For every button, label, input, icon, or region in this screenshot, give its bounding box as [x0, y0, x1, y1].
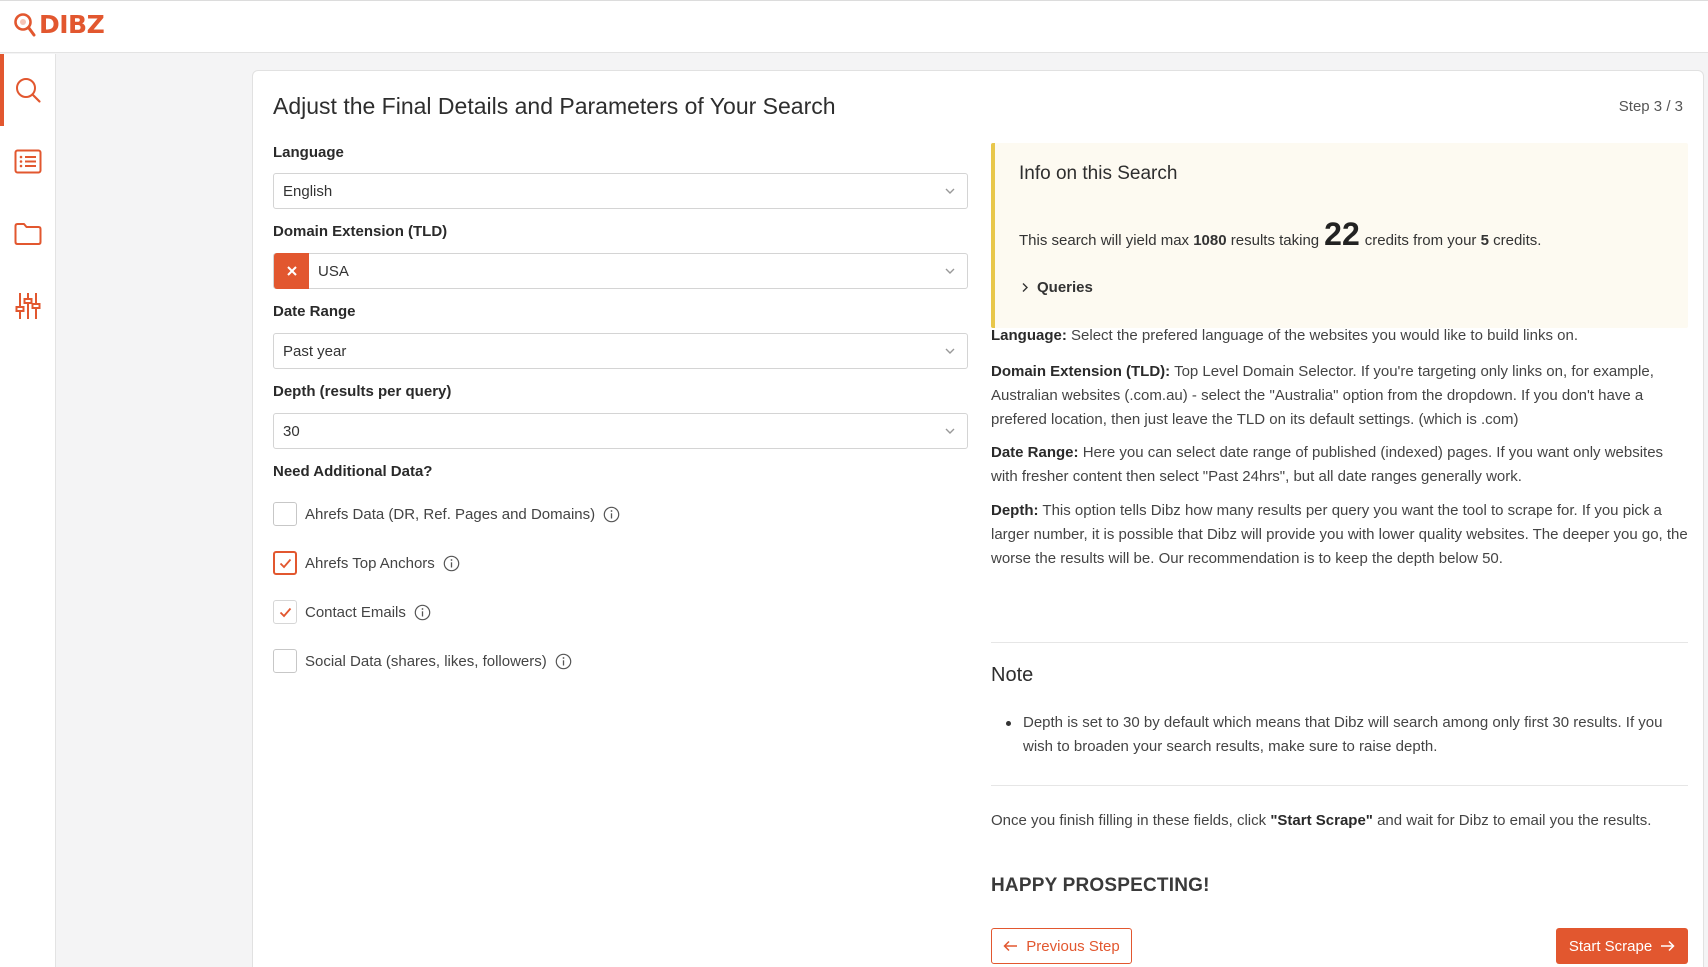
depth-label: Depth (results per query)	[273, 383, 452, 400]
arrow-left-icon	[1003, 940, 1018, 952]
queries-toggle[interactable]	[1021, 279, 1093, 296]
option-ahrefs-top-anchors[interactable]	[273, 551, 460, 575]
help-depth	[991, 499, 1691, 571]
help-term: Depth:	[991, 502, 1039, 519]
option-social-data[interactable]	[273, 649, 572, 673]
finish-action: "Start Scrape"	[1270, 812, 1373, 829]
yield-summary	[1019, 216, 1541, 253]
chevron-right-icon	[1021, 282, 1029, 293]
results-taking: results taking	[1230, 232, 1320, 249]
finish-after: and wait for Dibz to email you the results.	[1377, 812, 1652, 829]
info-icon[interactable]	[443, 555, 460, 572]
chevron-down-icon	[944, 345, 956, 357]
help-text: Here you can select date range of published (indexed) pages. If you want only websites with fresher content then select "Past 24hrs", but all date ranges generally work.	[991, 444, 1664, 485]
checkmark-icon	[279, 607, 292, 618]
credits-available: 5	[1480, 232, 1489, 249]
depth-select[interactable]	[273, 413, 968, 449]
help-date-range	[991, 441, 1691, 489]
date-range-select[interactable]	[273, 333, 968, 369]
top-bar	[0, 0, 1708, 53]
help-term: Language:	[991, 327, 1067, 344]
date-range-label: Date Range	[273, 303, 356, 320]
help-text: Select the prefered language of the websites you would like to build links on.	[1071, 327, 1578, 344]
date-range-value: Past year	[283, 342, 347, 360]
logo[interactable]	[13, 10, 104, 39]
search-params-card	[252, 70, 1704, 967]
chevron-down-icon	[944, 425, 956, 437]
option-contact-emails[interactable]	[273, 600, 431, 624]
sidebar-item-list[interactable]	[0, 126, 56, 198]
sidebar	[0, 54, 56, 967]
logo-text: DIBZ	[39, 10, 105, 39]
credits-from: credits from your	[1364, 232, 1477, 249]
checkmark-icon	[279, 558, 292, 569]
help-text: Top Level Domain Selector. If you're targeting only links on, for example, Australian websites (.com.au) - select the "Australia" option from the dropdown. If you don't have a prefered location, then just leave the TLD on its default settings. (which is .com)	[991, 363, 1654, 428]
chevron-down-icon	[944, 185, 956, 197]
start-scrape-label: Start Scrape	[1568, 937, 1653, 955]
finish-before: Once you finish filling in these fields, click	[991, 812, 1267, 829]
previous-step-button[interactable]	[991, 928, 1132, 964]
divider	[991, 642, 1688, 643]
previous-step-label: Previous Step	[1026, 937, 1120, 955]
tld-value: USA	[318, 262, 349, 280]
yield-prefix: This search will yield max	[1019, 232, 1190, 249]
ahrefs-data-checkbox[interactable]	[273, 502, 297, 526]
note-title: Note	[991, 664, 1034, 686]
search-info-box	[991, 143, 1688, 328]
info-icon[interactable]	[555, 653, 572, 670]
depth-value: 30	[283, 422, 300, 440]
sidebar-item-settings[interactable]	[0, 270, 56, 342]
option-label: Social Data (shares, likes, followers)	[305, 652, 547, 670]
close-icon	[286, 265, 298, 277]
info-icon[interactable]	[414, 604, 431, 621]
magnifier-logo-icon	[13, 11, 37, 39]
option-label: Ahrefs Data (DR, Ref. Pages and Domains)	[305, 505, 596, 523]
note-item: Depth is set to 30 by default which means that Dibz will search among only first 30 results. If you wish to broaden your search results, make sure to raise depth.	[991, 711, 1688, 759]
option-label: Contact Emails	[305, 603, 406, 621]
queries-label: Queries	[1037, 279, 1093, 296]
option-label: Ahrefs Top Anchors	[305, 554, 435, 572]
happy-prospecting: HAPPY PROSPECTING!	[991, 875, 1210, 896]
language-label: Language	[273, 144, 344, 161]
info-icon[interactable]	[603, 506, 620, 523]
additional-data-label: Need Additional Data?	[273, 463, 433, 480]
remove-tld-button[interactable]	[274, 253, 309, 289]
max-results: 1080	[1193, 232, 1227, 249]
tld-label: Domain Extension (TLD)	[273, 223, 448, 240]
language-select[interactable]	[273, 173, 968, 209]
info-title: Info on this Search	[1019, 163, 1178, 184]
start-scrape-button[interactable]	[1556, 928, 1688, 964]
sidebar-item-folder[interactable]	[0, 198, 56, 270]
credits-suffix: credits.	[1493, 232, 1542, 249]
arrow-right-icon	[1660, 940, 1675, 952]
note-list	[991, 711, 1688, 759]
contact-emails-checkbox[interactable]	[273, 600, 297, 624]
credits-cost: 22	[1324, 216, 1360, 252]
divider	[991, 785, 1688, 786]
language-value: English	[283, 182, 333, 200]
help-term: Domain Extension (TLD):	[991, 363, 1171, 380]
page-title: Adjust the Final Details and Parameters of Your Search	[273, 93, 836, 119]
help-text: This option tells Dibz how many results per query you want the tool to scrape for. If you pick a larger number, it is possible that Dibz will provide you with lower quality websites. The deeper you go, the worse the results will be. Our recommendation is to keep the depth below 50.	[991, 502, 1688, 567]
chevron-down-icon	[944, 265, 956, 277]
search-icon	[14, 76, 42, 104]
folder-icon	[14, 222, 42, 246]
step-indicator: Step 3 / 3	[1618, 98, 1683, 115]
option-ahrefs-data[interactable]	[273, 502, 620, 526]
finish-instructions	[991, 809, 1688, 833]
sidebar-item-search[interactable]	[0, 54, 56, 126]
sliders-icon	[15, 292, 41, 320]
list-icon	[14, 149, 42, 175]
ahrefs-top-anchors-checkbox[interactable]	[273, 551, 297, 575]
tld-select[interactable]	[273, 253, 968, 289]
help-language	[991, 324, 1691, 348]
social-data-checkbox[interactable]	[273, 649, 297, 673]
help-tld	[991, 360, 1691, 432]
help-term: Date Range:	[991, 444, 1079, 461]
